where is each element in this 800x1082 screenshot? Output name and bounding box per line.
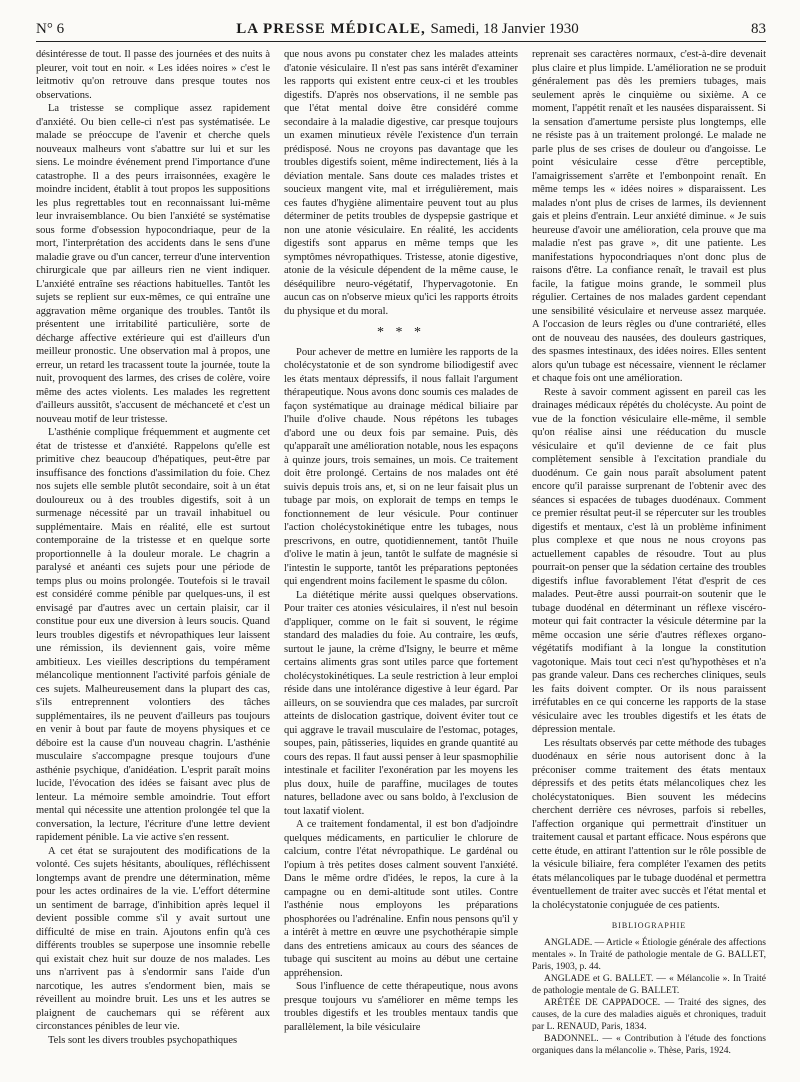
reference-item: BADONNEL. — « Contribution à l'étude des fonctions organiques dans la mélancolie ». Thèse, Paris, 1924. [532,1033,766,1056]
reference-item: ANGLADE. — Article « Étiologie générale des affections mentales ». In Traité de pathologie mentale de G. BALLET, Paris, 1903, p. 44. [532,937,766,972]
paragraph: Pour achever de mettre en lumière les rapports de la cholécystatonie et de son syndrome biliodigestif avec les états mentaux dépressifs, il nous fallait l'argument thérapeutique. Nous avons donc soumis ces malades de façon systématique au drainage médical biliaire par l'huile d'olive chaude. Nous répétons les tubages d'abord une ou deux fois par semaine. Puis, dès qu'apparaît une amélioration notable, nous les espaçons à quinze jours, trois semaines, un mois. Ce traitement doit être prolongé. Certains de nos malades ont été suivis depuis trois ans, et, si on ne leur faisait plus un tubage par mois, on explorait de temps en temps le fonctionnement de leur vésicule. Pour continuer l'action cholécystokinétique entre les tubages, nous prescrivons, en outre, quotidiennement, tantôt l'huile d'olive le matin à jeun, tantôt le sulfate de magnésie si l'intestin le supporte, tantôt les préparations peptonées qui engendrent moins facilement le spasme du côlon. [284,346,518,587]
paragraph: La tristesse se complique assez rapidement d'anxiété. Ou bien celle-ci n'est pas systématisée. Le malade se préoccupe de l'avenir et cherche quels nouveaux malheurs vont s'abattre sur lui et sur les siens. Le moindre événement prend l'importance d'une catastrophe. Il a des peurs irraisonnées, exagère le moindre incident, établit à tout propos les suppositions les plus regrettables tout en reconnaissant lui-même leur invraisemblance. Ou bien l'anxiété se systématise sous forme d'obsession hypocondriaque, peur de la mort, l'interprétation des accidents dans le sens d'une maladie grave ou d'un cancer, terreur d'une intervention chirurgicale que par ailleurs rien ne vient indiquer. L'anxiété entraîne ses réactions habituelles. Tantôt les sujets se replient sur eux-mêmes, ce qui entraîne une aggravation même organique des troubles. Tantôt ils présentent une irritabilité particulière, sorte de décharge affective extérieure qui est d'ailleurs d'un meilleur pronostic. Une observation mal à propos, une erreur, un retard les tracassent toute la journée, toute la nuit, provoquent des larmes, des crises de colère, voire même des actes violents. Les malades les regrettent d'ailleurs aussitôt, s'accusent de méchanceté et c'est un nouveau motif de leur tristesse. [36,103,270,425]
paragraph: Tels sont les divers troubles psychopathiques [48,1034,238,1046]
column-3 [532,48,766,1064]
issue-date: Samedi, 18 Janvier 1930 [430,20,579,37]
journal-name: LA PRESSE MÉDICALE, [236,20,426,37]
column-2 [284,48,518,1064]
paragraph: L'asthénie complique fréquemment et augmente cet état de tristesse et d'anxiété. Rappelons qu'elle est primitive chez beaucoup d'hépatiques, peut-être par insuffisance des fonctions d'assimilation du foie. Chez nos sujets elle semble plutôt secondaire, soit à un état douloureux ou à des troubles digestifs, soit à un surmenage nécessité par un travail inhabituel ou supplémentaire. Mais en réalité, elle est surtout contemporaine de la tristesse et en quelque sorte proportionnelle à la douleur morale. Le chagrin a paralysé et anéanti ces sujets pour une période de temps plus ou moins prolongée. Toutefois si le travail est considéré comme pénible par quelques-uns, il est envisagé par d'autres avec un certain plaisir, car il constitue pour eux une diversion à leurs soucis. Quand leurs troubles digestifs et névropathiques leur laissent une rémission, ils deviennent gais, voire même ambitieux. Les vieilles descriptions du tempérament mélancolique mentionnent l'activité parfois géniale de ces sujets. Malheureusement dans la plupart des cas, s'ils entreprennent volontiers des tâches supplémentaires, ils ne peuvent d'ailleurs pas toujours en venir à bout par faute de moyens physiques et ce déboire est la cause d'un nouveau chagrin. L'asthénie musculaire s'accompagne presque toujours d'une asthénie psychique, d'anidéation. L'esprit paraît moins lucide, l'évocation des idées se faisant avec plus de lenteur. La mémoire semble amoindrie. Tout effort mental qui nécessite une attention prolongée tel que la conversation, la lecture, l'écriture d'une lettre devient rapidement pénible. La vie active s'en ressent. [36,427,270,843]
journal-title [236,21,579,38]
paragraph: A cet état se surajoutent des modifications de la volonté. Ces sujets hésitants, aboulíques, réfléchissent longtemps avant de prendre une détermination, même pour les actes ordinaires de la vie. L'effort détermine un sentiment de barrage, d'inhibition après lequel il devient possible comme s'il y avait surtout une difficulté de mise en train. Ajoutons enfin qu'à ces différents troubles se superpose une insomnie rebelle qui existait chez huit sur douze de nos malades. Les uns n'arrivent pas à s'endormir sans l'aide d'un narcotique, les autres s'endorment bien, mais se réveillent au moindre bruit. Les uns et les autres se plaignent de cauchemars qui se réfèrent aux circonstances pénibles de leur vie. [36,845,270,1032]
paragraph: désintéresse de tout. Il passe des journées et des nuits à pleurer, voit tout en noir. « Les idées noires » c'est le leitmotiv qu'on retrouve dans presque toutes nos observations. [36,49,270,101]
paragraph: que nous avons pu constater chez les malades atteints d'atonie vésiculaire. Il n'est pas sans intérêt d'examiner les rapports qui existent entre ceux-ci et les troubles digestifs. D'après nos observations, il ne semble pas que l'état mental doive être considéré comme secondaire à la maladie digestive, car presque toujours un examen minutieux révèle l'existence d'un terrain prédisposé. Nous ne croyons pas davantage que les troubles digestifs soient, même indirectement, liés à la déviation mentale. Sans doute ces malades tristes et soucieux mangent vite, mal et irrégulièrement, mais ces fautes d'hygiène alimentaire peuvent tout au plus déterminer de petits troubles de dyspepsie gastrique et non une atonie vésiculaire. En réalité, les accidents digestifs sont apparus en même temps que les symptômes névropathiques. Tristesse, atonie digestive, atonie de la vésicule dépendent de la même cause, le déséquilibre neuro-végétatif, l'hypervagotonie. En aucun cas on n'observe mieux qu'ici les rapports étroits du physique et du moral. [284,49,518,317]
reference-item: ARÉTÉE DE CAPPADOCE. — Traité des signes, des causes, de la cure des maladies aiguës et chroniques, traduit par L. RENAUD, Paris, 1834. [532,997,766,1032]
page-header [36,18,766,40]
paragraph: reprenait ses caractères normaux, c'est-à-dire devenait plus claire et plus limpide. L'amélioration ne se produit généralement pas dès les premiers tubages, mais seulement après le cinquième ou sixième. A ce moment, l'appétit renaît et les nausées disparaissent. Si la sensation d'amertume persiste plus longtemps, elle ne résiste pas à un traitement prolongé. Le malade ne parle plus de ses crises de douleur ou d'angoisse. Le point vésiculaire cesse d'être perceptible, l'amaigrissement s'arrête et l'embonpoint renaît. En même temps les « idées noires » disparaissent. Les malades n'ont plus de crises de larmes, ils deviennent gais et pleins d'entrain. Leur anxiété diminue. « Je suis heureuse d'avoir une amélioration, cela prouve que ma maladie n'est pas grave », dit une patiente. Les manifestations hypocondriaques n'ont donc plus de raisons d'être. La confiance renaît, le travail est plus facile, la fatigue moins grande, le sommeil plus régulier. Certaines de nos malades gardent cependant une sensibilité vésiculaire et nerveuse assez marquée. A l'occasion de leurs règles ou d'une contrariété, elles ont de nouveau des nausées, des douleurs gastriques, des spasmes intestinaux, des idées noires. Elles sentent alors qu'un tubage est nécessaire, viennent le réclamer et chaque fois ont une amélioration. [532,49,766,384]
page-number: 83 [751,20,766,37]
bibliography-heading: BIBLIOGRAPHIE [611,921,687,930]
column-1 [36,48,270,1064]
paragraph: A ce traitement fondamental, il est bon d'adjoindre quelques médicaments, en particulier le chlorure de calcium, contre l'état névropathique. Le gardénal ou l'opium à très petites doses calment souvent l'anxiété. Dans le même ordre d'idées, le repos, la cure à la campagne ou en demi-altitude sont utiles. Contre l'asthénie nous employons les préparations phosphorées ou l'adrénaline. Enfin nous pensons qu'il y a intérêt à mettre en œuvre une psychothérapie simple dans des entretiens amicaux au cours des séances de tubage qui suscitent au moins au début une certaine appréhension. [284,819,518,979]
section-separator: * * * [377,325,425,340]
article-body [36,48,766,1064]
issue-number: N° 6 [36,20,65,37]
paragraph: La diététique mérite aussi quelques observations. Pour traiter ces atonies vésiculaires, il n'est nul besoin d'appliquer, comme on le fait si souvent, le régime standard des maladies du foie. Au contraire, les œufs, surtout le jaune, la crème d'Isigny, le beurre et même certains aliments gras sont utiles parce que fortement cholécystokinétiques. La seule restriction à leur emploi réside dans une intolérance digestive à leur égard. Par ailleurs, on se souviendra que ces malades, par surcroît atteints de dislocation gastrique, doivent éviter tout ce qui aggrave le travail musculaire de l'estomac, potages, soupes, pain, pâtisseries, liquides en grande quantité au cours des repas. Il faut aussi penser à leur spasmophilie intestinale et faciliter l'exonération par les moyens les plus doux, huile de paraffine, mucilages de toutes natures, belladone avec ou sans boldo, à l'exclusion de tout laxatif violent. [284,589,518,817]
paragraph: Les résultats observés par cette méthode des tubages duodénaux en série nous autorisent donc à la préconiser comme traitement des états mentaux dépressifs et des petits états mélancoliques chez les cholécystatoniques. Bien souvent les médecins cherchent derrière ces névroses, parfois si rebelles, l'affection organique qui permettrait d'instituer un traitement causal et partant efficace. Nous espérons que cette étude, en attirant l'attention sur le rôle possible de la vésicule biliaire, fera compléter l'examen des petits états mélancoliques par le tubage duodénal et permettra éventuellement de traiter avec succès et l'état mental et la cholécystatonie conjuguée de ces patients. [532,737,766,911]
header-rule [36,41,766,42]
paragraph: Reste à savoir comment agissent en pareil cas les drainages médicaux répétés du cholécyste. Au point de vue de la fonction vésiculaire elle-même, il semble qu'on réalise ainsi une rééducation du muscle vésiculaire et qu'il devienne de ce fait plus complètement sensible à l'excitation prandiale du duodénum. Ce gain nous paraît absolument patent encore qu'il paraisse surprenant de l'obtenir avec des séances si espacées de tubages duodénaux. Comment ce premier résultat peut-il se répercuter sur les troubles digestifs et mentaux, c'est là un problème infiniment plus complexe et que nous ne nous croyons pas actuellement capables de résoudre. Tout au plus pourrait-on penser que la sédation certaine des troubles digestifs influe favorablement l'état d'esprit de ces malades. Peut-être aussi pourrait-on soutenir que le tubage duodénal en déterminant un réflexe viscéro-moteur qui fait contracter la vésicule détermine par la même occasion une série d'autres réflexes organo-végétatifs modifiant à la longue la constitution vagotonique. Mais tout ceci n'est qu'hypothèses et n'a pas grande valeur. Dans ces recherches cliniques, seuls les faits doivent compter. Or ils nous paraissent irréfutables en ce qui concerne les rapports de la stase vésiculaire avec les troubles digestifs et les états de dépression mentale. [532,386,766,735]
paragraph: Sous l'influence de cette thérapeutique, nous avons presque toujours vu s'améliorer en même temps les troubles digestifs et les troubles mentaux tandis que parallèlement, la bile vésiculaire [284,981,518,1033]
reference-item: ANGLADE et G. BALLET. — « Mélancolie ». In Traité de pathologie mentale de G. BALLET. [532,973,766,996]
